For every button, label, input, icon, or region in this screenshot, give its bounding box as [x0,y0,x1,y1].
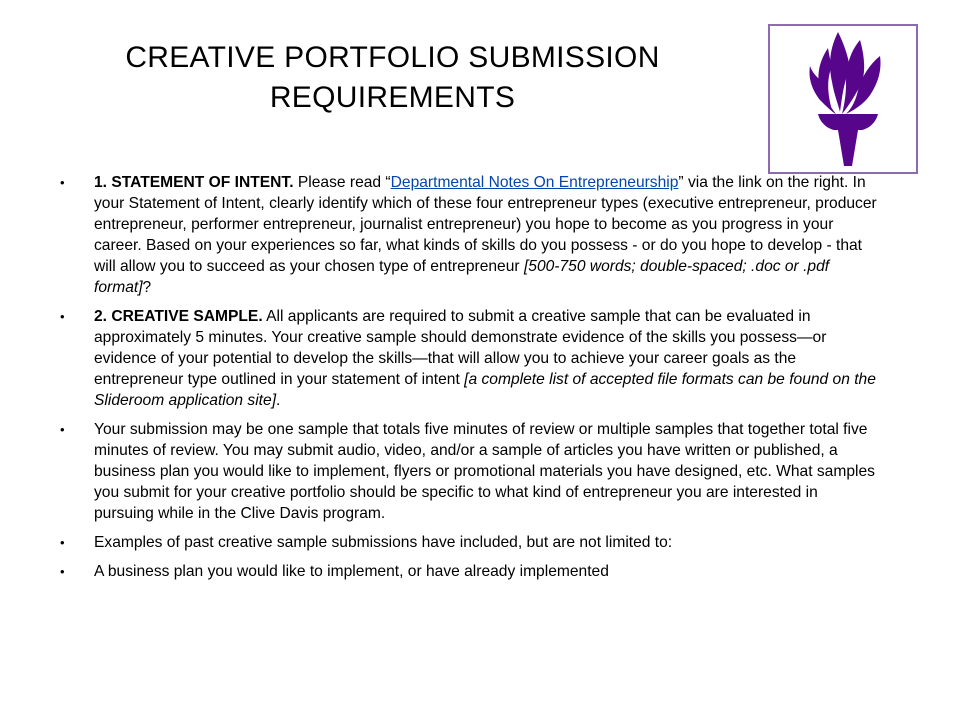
bullet-icon: • [60,309,65,324]
bullet-tail: ? [142,279,152,296]
list-item [60,419,880,524]
bullet-icon: • [60,564,65,579]
bullet-text: A business plan you would like to implement, or have already implemented [94,563,609,580]
bullet-icon: • [60,535,65,550]
bullet-tail: . [276,392,281,409]
bullet-text: ” via the link on the right. In your Statement of Intent, clearly identify which of these four entrepreneur types (executive entrepreneur, producer entrepreneur, performer entrepreneur, journalist entrepreneur) you hope to become as you progress in your career. Based on your experiences so far, what kinds of skills do you possess - or do you hope to develop - that will allow you to succeed as your chosen type of entrepreneur [94,174,877,275]
bullet-icon: • [60,175,65,190]
bullet-icon: • [60,422,65,437]
bullet-text: All applicants are required to submit a creative sample that can be evaluated in approximately 5 minutes. Your creative sample should demonstrate evidence of the skills you possess—or evidence of your potential to develop the skills—that will allow you to achieve your career goals as the entrepreneur type outlined in your statement of intent [94,308,827,388]
requirements-list [60,172,880,590]
bullet-lead: 2. CREATIVE SAMPLE. [94,308,263,325]
bullet-lead: 1. STATEMENT OF INTENT. [94,174,294,191]
torch-logo-icon [770,26,916,172]
bullet-text: Examples of past creative sample submissions have included, but are not limited to: [94,534,673,551]
list-item [60,306,880,411]
bullet-text: Your submission may be one sample that totals five minutes of review or multiple samples that together total five minutes of review. You may submit audio, video, and/or a sample of articles you have written or published, a business plan you would like to implement, flyers or promotional materials you have designed, etc. What samples you submit for your creative portfolio should be specific to what kind of entrepreneur you are interested in pursuing while in the Clive Davis program. [94,421,875,522]
bullet-italic-note: [500-750 words; double-spaced; .doc or .pdf format] [94,258,830,296]
bullet-italic-note: [a complete list of accepted file formats can be found on the Slideroom application site] [94,371,876,409]
torch-logo-frame [768,24,918,174]
list-item [60,172,880,298]
departmental-notes-link[interactable]: Departmental Notes On Entrepreneurship [390,174,679,191]
list-item [60,561,880,582]
bullet-text: Please read “ [293,174,391,191]
slide-title [70,38,715,118]
slide-title-line-1: CREATIVE PORTFOLIO SUBMISSION [125,41,660,74]
list-item [60,532,880,553]
slide-title-line-2: REQUIREMENTS [269,81,516,114]
